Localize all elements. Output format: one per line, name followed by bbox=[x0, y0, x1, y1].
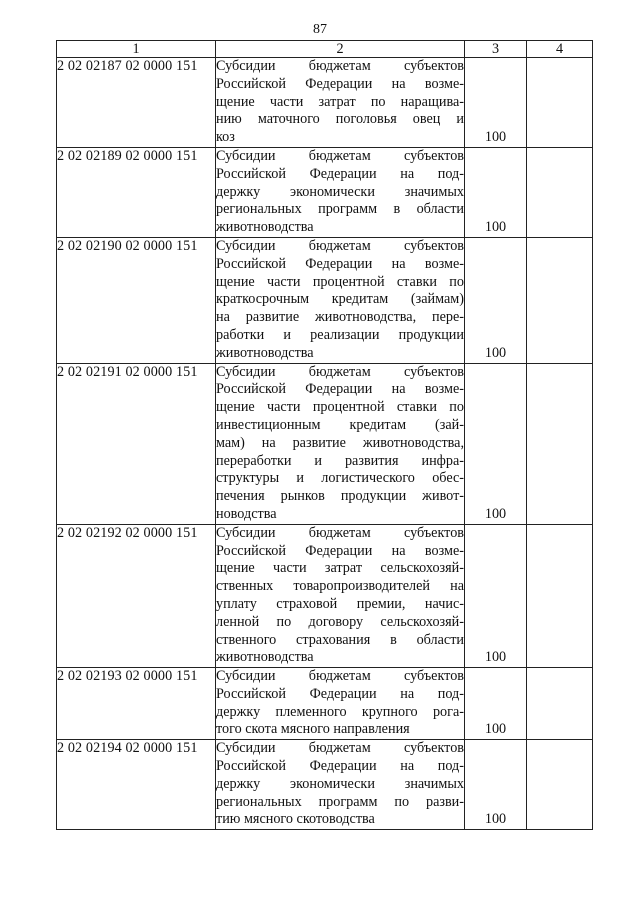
description-line: Российской Федерации на возме- bbox=[216, 75, 464, 92]
description-line: щение части процентной ставки по bbox=[216, 399, 464, 416]
description-line: Российской Федерации на под- bbox=[216, 758, 464, 775]
column-header-1: 1 bbox=[57, 41, 216, 58]
description-cell bbox=[216, 668, 465, 740]
budget-table bbox=[56, 40, 593, 830]
description-line: ственных товаропроизводителей на bbox=[216, 578, 464, 595]
description-line: Субсидии бюджетам субъектов bbox=[216, 668, 464, 685]
description-line: коз bbox=[216, 129, 235, 146]
table-header-row bbox=[57, 41, 593, 58]
description-line: Субсидии бюджетам субъектов bbox=[216, 740, 464, 757]
table-row bbox=[57, 147, 593, 237]
description-line: нию маточного поголовья овец и bbox=[216, 111, 464, 128]
description-line: животноводства bbox=[216, 344, 314, 361]
description-line: Субсидии бюджетам субъектов bbox=[216, 58, 464, 74]
column-4-cell bbox=[527, 668, 593, 740]
column-header-2: 2 bbox=[216, 41, 465, 58]
budget-code-cell: 2 02 02191 02 0000 151 bbox=[57, 363, 216, 524]
description-cell bbox=[216, 363, 465, 524]
description-line: Субсидии бюджетам субъектов bbox=[216, 363, 464, 380]
description-line: Субсидии бюджетам субъектов bbox=[216, 147, 464, 164]
table-row bbox=[57, 58, 593, 148]
table-row bbox=[57, 237, 593, 363]
table-body bbox=[57, 58, 593, 830]
amount-cell: 100 bbox=[465, 524, 527, 667]
description-line: региональных программ по разви- bbox=[216, 793, 464, 810]
table-row bbox=[57, 668, 593, 740]
amount-cell: 100 bbox=[465, 237, 527, 363]
description-line: щение части процентной ставки по bbox=[216, 273, 464, 290]
description-line: того скота мясного направления bbox=[216, 721, 410, 738]
column-4-cell bbox=[527, 524, 593, 667]
description-line: щение части затрат сельскохозяй- bbox=[216, 560, 464, 577]
description-line: животноводства bbox=[216, 649, 314, 666]
budget-code-cell: 2 02 02190 02 0000 151 bbox=[57, 237, 216, 363]
description-line: Субсидии бюджетам субъектов bbox=[216, 524, 464, 541]
description-cell bbox=[216, 237, 465, 363]
description-cell bbox=[216, 147, 465, 237]
budget-code-cell: 2 02 02189 02 0000 151 bbox=[57, 147, 216, 237]
column-4-cell bbox=[527, 147, 593, 237]
column-4-cell bbox=[527, 740, 593, 830]
column-header-4: 4 bbox=[527, 41, 593, 58]
description-line: ленной по договору сельскохозяй- bbox=[216, 613, 464, 630]
description-line: Российской Федерации на под- bbox=[216, 165, 464, 182]
description-line: работки и реализации продукции bbox=[216, 326, 464, 343]
description-line: мам) на развитие животноводства, bbox=[216, 434, 464, 451]
description-cell bbox=[216, 740, 465, 830]
budget-code-cell: 2 02 02193 02 0000 151 bbox=[57, 668, 216, 740]
budget-code-cell: 2 02 02187 02 0000 151 bbox=[57, 58, 216, 148]
table-row bbox=[57, 363, 593, 524]
description-line: региональных программ в области bbox=[216, 201, 464, 218]
description-cell bbox=[216, 58, 465, 148]
description-line: краткосрочным кредитам (займам) bbox=[216, 291, 464, 308]
description-line: Субсидии бюджетам субъектов bbox=[216, 237, 464, 254]
description-line: держку экономически значимых bbox=[216, 183, 464, 200]
description-line: Российской Федерации на под- bbox=[216, 685, 464, 702]
description-line: печения рынков продукции живот- bbox=[216, 488, 464, 505]
amount-cell: 100 bbox=[465, 363, 527, 524]
column-4-cell bbox=[527, 58, 593, 148]
description-line: инвестиционным кредитам (зай- bbox=[216, 416, 464, 433]
description-line: структуры и логистического обес- bbox=[216, 470, 464, 487]
description-line: держку племенного крупного рога- bbox=[216, 703, 464, 720]
amount-cell: 100 bbox=[465, 147, 527, 237]
description-line: Российской Федерации на возме- bbox=[216, 255, 464, 272]
description-line: на развитие животноводства, пере- bbox=[216, 309, 464, 326]
description-line: Российской Федерации на возме- bbox=[216, 381, 464, 398]
table-row bbox=[57, 740, 593, 830]
column-header-3: 3 bbox=[465, 41, 527, 58]
description-line: Российской Федерации на возме- bbox=[216, 542, 464, 559]
column-4-cell bbox=[527, 237, 593, 363]
amount-cell: 100 bbox=[465, 668, 527, 740]
description-line: тию мясного скотоводства bbox=[216, 811, 375, 828]
amount-cell: 100 bbox=[465, 58, 527, 148]
page-number: 87 bbox=[313, 22, 327, 37]
description-line: уплату страховой премии, начис- bbox=[216, 595, 464, 612]
column-4-cell bbox=[527, 363, 593, 524]
description-line: новодства bbox=[216, 505, 277, 522]
table-row bbox=[57, 524, 593, 667]
amount-cell: 100 bbox=[465, 740, 527, 830]
budget-code-cell: 2 02 02194 02 0000 151 bbox=[57, 740, 216, 830]
description-cell bbox=[216, 524, 465, 667]
description-line: переработки и развития инфра- bbox=[216, 452, 464, 469]
description-line: держку экономически значимых bbox=[216, 775, 464, 792]
budget-code-cell: 2 02 02192 02 0000 151 bbox=[57, 524, 216, 667]
description-line: животноводства bbox=[216, 219, 314, 236]
description-line: щение части затрат по наращива- bbox=[216, 93, 464, 110]
description-line: ственного страхования в области bbox=[216, 631, 464, 648]
